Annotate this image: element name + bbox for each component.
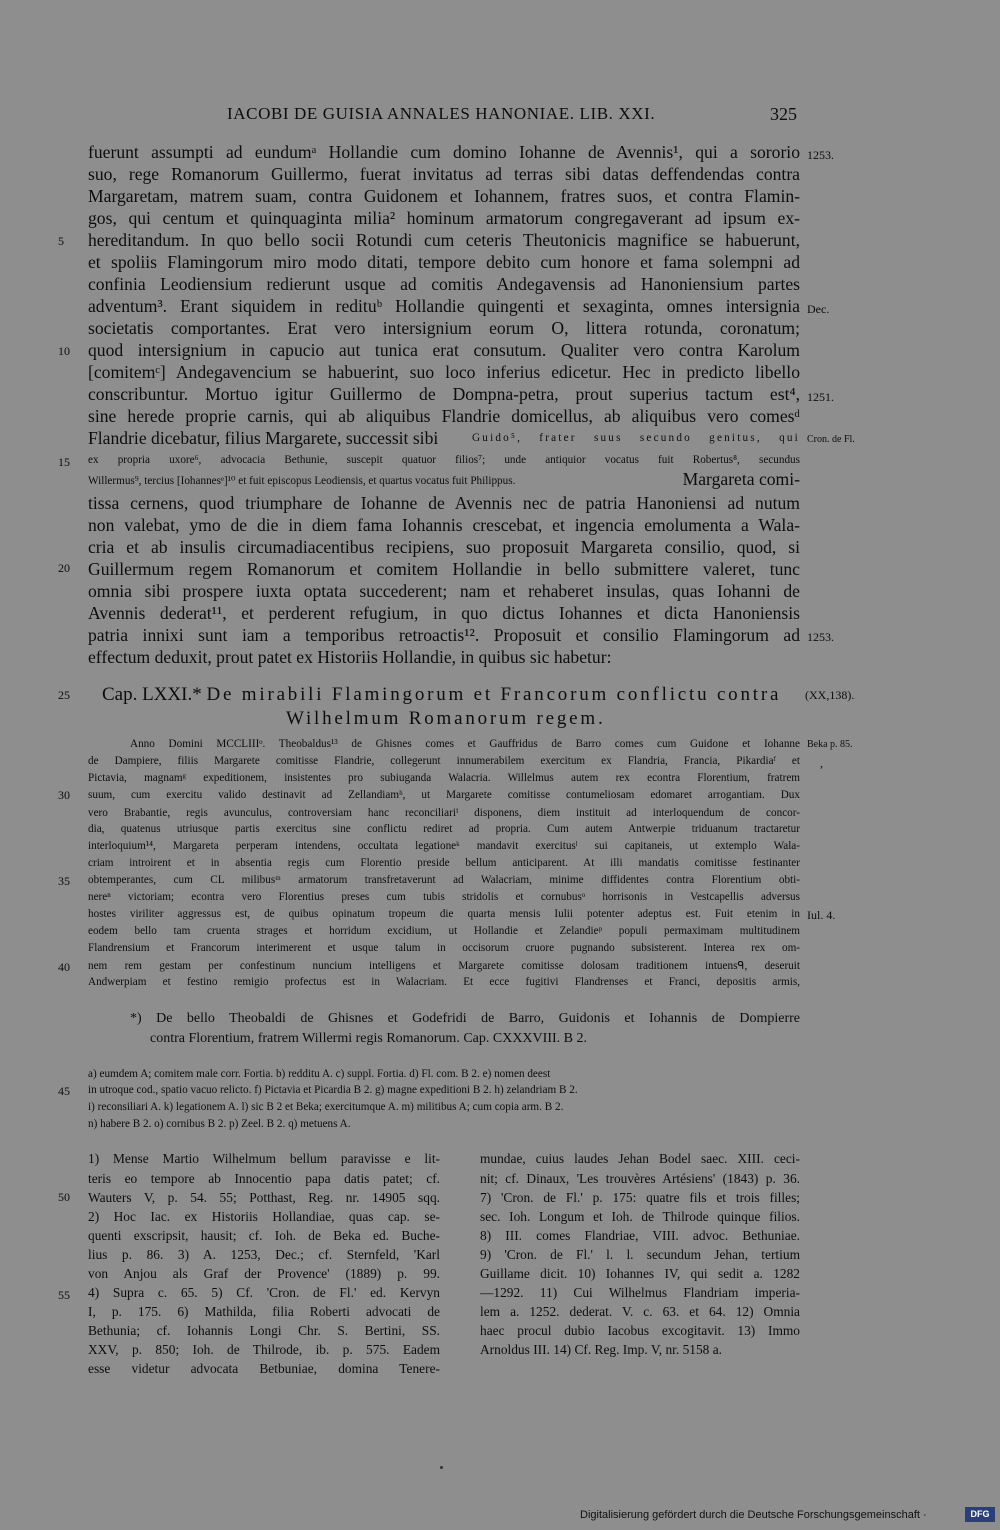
margin-note: Dec.: [807, 302, 830, 316]
excerpt-line: obtemperantes, cum CL milibusᵐ armatorum transfretaverunt ad Walacriam, minime diffidentes contra Florentium obti-: [88, 874, 800, 886]
text-line: Margaretam, matrem suam, contra Guidonem et Iohannem, fratres suos, et contra Flamin-: [88, 186, 800, 206]
text-line: non valebat, ymo de die in diem fama Iohannis crescebat, et ingencia emolumenta a Wala-: [88, 515, 800, 535]
text-line-small: Willermus⁹, tercius [Iohannesᵉ]¹⁰ et fuit episcopus Leodiensis, et quartus vocatus fuit Philippus.: [88, 475, 516, 487]
footnote-line: 2) Hoc Iac. ex Historiis Hollandiae, quas cap. se-: [88, 1209, 440, 1224]
footnote-line: I, p. 175. 6) Mathilda, filia Roberti advocati de: [88, 1304, 440, 1319]
line-number: 40: [58, 960, 70, 974]
text-line: tissa cernens, quod triumphare de Iohanne de Avennis nec de patria Hanoniensi ad nutum: [88, 493, 800, 513]
line-number: 25: [58, 688, 70, 702]
margin-note: 1253.: [807, 630, 834, 644]
excerpt-line: criam introirent et in absentia regis cum Florentio preside bellum anticiparent. At illi mandatis comitisse festinanter: [88, 857, 800, 869]
footnote-line: 8) III. comes Flandriae, VIII. advoc. Bethuniae.: [480, 1228, 800, 1243]
footnote-line: nit; cf. Dinaux, 'Les trouvères Artésiens' (1843) p. 36.: [480, 1171, 800, 1186]
text-line: conscribuntur. Mortuo igitur Guillermo de Dompna-petra, prout superius tactum est⁴,: [88, 384, 800, 404]
apparatus-line: n) habere B 2. o) cornibus B 2. p) Zeel. B 2. q) metuens A.: [88, 1118, 351, 1130]
footnote-line: XXV, p. 850; Ioh. de Thilrode, ib. p. 575. Eadem: [88, 1342, 440, 1357]
dfg-logo: DFG: [965, 1507, 995, 1522]
excerpt-line: hostes viriliter aggressus est, de quibus opinatum tropeum die quarta mensis Iulii potenter adeptus est. Fuit etenim in: [88, 908, 800, 920]
text-line: gos, qui centum et quinquaginta milia² hominum armatorum congregaverant ad ipsum ex-: [88, 208, 800, 228]
text-line: Avennis dederat¹¹, et perderent refugium, in quo dictus Iohannes et dicta Hanoniensis: [88, 603, 800, 623]
chapter-heading: [102, 684, 781, 706]
excerpt-line: interloquium¹⁴, Margareta perperam intendens, occultata legationeᵏ mandavit exercitusˡ sui capitaneis, ut extemplo Wala-: [88, 840, 800, 852]
line-number: 15: [58, 455, 70, 469]
page-speck: [440, 1466, 443, 1469]
text-line: sine herede proprie carnis, qui ab aliquibus Flandrie domicellus, ab aliquibus vero comesᵈ: [88, 406, 800, 426]
text-line: Guillermum regem Romanorum et comitem Hollandie in bello submittere valeret, tunc: [88, 559, 800, 579]
footnote-line: 4) Supra c. 65. 5) Cf. 'Cron. de Fl.' ed. Kervyn: [88, 1285, 440, 1300]
text-line: fuerunt assumpti ad eundumᵃ Hollandie cum domino Iohanne de Avennis¹, qui a sororio: [88, 142, 800, 162]
footnote-line: teris eo tempore ab Innocentio papa datis patet; cf.: [88, 1171, 440, 1186]
excerpt-line: Pictavia, magnamᵍ expeditionem, insistentes pro subiuganda Walacria. Willelmus autem rex econtra Florentium, fratrem: [88, 772, 800, 784]
running-title: IACOBI DE GUISIA ANNALES HANONIAE. LIB. XXI.: [227, 104, 656, 123]
apparatus-line: i) reconsiliari A. k) legationem A. l) sic B 2 et Beka; exercitumque A. m) militibus A; cum copia arm. B 2.: [88, 1101, 564, 1113]
text-line: societatis comportantes. Erat vero intersignium eorum O, littera rotunda, coronatum;: [88, 318, 800, 338]
margin-note: (XX,138).: [805, 688, 855, 702]
footnote-line: 7) 'Cron. de Fl.' p. 175: quatre fils et trois filles;: [480, 1190, 800, 1205]
text-line: effectum deduxit, prout patet ex Historiis Hollandie, in quibus sic habetur:: [88, 647, 612, 667]
footnote-line: Guillame dicit. 10) Iohannes IV, qui sedit a. 1282: [480, 1266, 800, 1281]
apparatus-line: in utroque cod., spatio vacuo relicto. f) Pictavia et Picardia B 2. g) magne expeditioni B 2. h) zelandriam B 2.: [88, 1084, 578, 1096]
text-line: patria innixi sunt iam a temporibus retroactis¹². Proposuit et consilio Flamingorum ad: [88, 625, 800, 645]
chapter-title-continued: Wilhelmum Romanorum regem.: [286, 708, 606, 729]
apparatus-line: a) eumdem A; comitem male corr. Fortia. b) redditu A. c) suppl. Fortia. d) Fl. com. B 2. e) nomen deest: [88, 1068, 551, 1080]
line-number: 20: [58, 561, 70, 575]
page-number: 325: [770, 104, 797, 124]
excerpt-line: Andwerpiam et festino remigio profectus est in Walacriam. Et ecce fugitivi Flandrenses et Franci, depositis armis,: [88, 976, 800, 988]
footnote-line: Arnoldus III. 14) Cf. Reg. Imp. V, nr. 5158 a.: [480, 1342, 723, 1357]
excerpt-line: dia, quatenus utriusque partis exercitus sine conflictu rediret ad propria. Cum autem Antwerpie triduanum tractaretur: [88, 823, 800, 835]
excerpt-line: vero Brabantie, regis avunculus, controversiam hanc reconciliariⁱ disponens, diem instituit ad interloquendum de concor-: [88, 807, 800, 819]
text-line: Margareta comi-: [682, 469, 800, 489]
line-number: 45: [58, 1084, 70, 1098]
margin-note: 1253.: [807, 148, 834, 162]
footnote-line: 9) 'Cron. de Fl.' l. l. secundum Jehan, tertium: [480, 1247, 800, 1262]
text-line: Flandrie dicebatur, filius Margarete, successit sibi: [88, 428, 439, 448]
line-number: 35: [58, 874, 70, 888]
excerpt-line: Anno Domini MCCLIIIᵒ. Theobaldus¹³ de Ghisnes comes et Gauffridus de Barro comes cum Guidone et Iohanne: [130, 738, 800, 750]
margin-note: Iul. 4.: [807, 908, 836, 922]
footnote-line: lius p. 86. 3) A. 1253, Dec.; cf. Sternfeld, 'Karl: [88, 1247, 440, 1262]
text-line: hereditandum. In quo bello socii Rotundi cum ceteris Theutonicis magnifice se habuerunt,: [88, 230, 800, 250]
chapter-footnote: contra Florentium, fratrem Willermi regis Romanorum. Cap. CXXXVIII. B 2.: [150, 1031, 587, 1046]
line-number: 30: [58, 788, 70, 802]
line-number: 5: [58, 234, 64, 248]
footnote-line: von Anjou als Graf der Provence' (1889) p. 99.: [88, 1266, 440, 1281]
chapter-label: Cap. LXXI.*: [102, 684, 202, 705]
page-header: [0, 104, 1000, 130]
text-line: et spoliis Flamingorum miro modo ditati, tempore debito cum honore et fama solempni ad: [88, 252, 800, 272]
excerpt-line: de Dampiere, filiis Margarete comitisse Flandrie, collegerunt innumerabilem exercitum ex Flandria, Francia, Pikardiaᶠ et: [88, 755, 800, 767]
footnote-line: —1292. 11) Cui Wilhelmus Flandriam imperia-: [480, 1285, 800, 1300]
footnote-line: Wauters V, p. 54. 55; Potthast, Reg. nr. 14905 sqq.: [88, 1190, 440, 1205]
footnote-line: mundae, cuius laudes Jehan Bodel saec. XIII. ceci-: [480, 1151, 800, 1166]
text-line: omnia sibi prospere iuxta optata succederent; nam et rehaberet insulas, quas Iohanni de: [88, 581, 800, 601]
excerpt-line: Flandrensium et Francorum interimerent et usque talum in occisorum cruore pugnando subsisterent. Interea rex om-: [88, 942, 800, 954]
excerpt-line: nereⁿ victoriam; econtra vero Florentius preses cum tubis stridolis et cornubusᵒ horrisonis in Vestcapellis adversus: [88, 891, 800, 903]
chapter-footnote: *) De bello Theobaldi de Ghisnes et Godefridi de Barro, Guidonis et Iohannis de Dompierre: [130, 1011, 800, 1026]
excerpt-line: nem rem gestam per confestinum nuncium intelligens et Margarete comitisse dolosam traditionem intuensᑫ, deseruit: [88, 960, 800, 972]
line-number: 10: [58, 344, 70, 358]
footnote-line: haec procul dubio Iacobus excogitavit. 13) Immo: [480, 1323, 800, 1338]
excerpt-line: eodem bello tam cruenta strages et horridum excidium, ut Hollandie et Zelandieᵖ populi permaximam multitudinem: [88, 925, 800, 937]
text-line-small: ex propria uxore⁶, advocacia Bethunie, suscepit quatuor filios⁷; unde antiquior vocatus fuit Robertus⁸, secundus: [88, 454, 800, 466]
text-line: confinia Leodiensium redierunt usque ad comitis Andegavensis ad Hanoniensium partes: [88, 274, 800, 294]
excerpt-line: suum, cum exercitu valido destinavit ad Zellandiamʰ, ut Margarete comitisse contumeliosam edomaret arrogantiam. Dux: [88, 789, 800, 801]
footnote-line: esse videtur advocata Betbuniae, domina Tenere-: [88, 1361, 440, 1376]
chapter-title: De mirabili Flamingorum et Francorum conflictu contra: [206, 684, 782, 705]
footnote-line: 1) Mense Martio Wilhelmum bellum paravisse e lit-: [88, 1151, 440, 1166]
margin-note: 1251.: [807, 390, 834, 404]
margin-note: ,: [820, 756, 823, 770]
footnote-line: quenti exscripsit, hausit; cf. Ioh. de Beka ed. Buche-: [88, 1228, 440, 1243]
digitization-credit: Digitalisierung gefördert durch die Deutsche Forschungsgemeinschaft ·: [580, 1509, 927, 1521]
line-number: 50: [58, 1190, 70, 1204]
footnote-line: lem a. 1252. dederat. V. c. 63. et 64. 12) Omnia: [480, 1304, 800, 1319]
footnote-line: sec. Ioh. Longum et Ioh. de Thilrode quinque filios.: [480, 1209, 800, 1224]
text-line: cria et ab insulis circumadiacentibus recipiens, suo proposuit Margareta consilio, quod, si: [88, 537, 800, 557]
text-line-small: Guido⁵, frater suus secundo genitus, qui: [472, 432, 800, 444]
margin-note: Beka p. 85.: [807, 739, 853, 750]
text-line: adventum³. Erant siquidem in redituᵇ Hollandie quingenti et sexaginta, omnes intersignia: [88, 296, 800, 316]
text-line: suo, rege Romanorum Guillermo, fuerat invitatus ad terras sibi datas deffendendas contra: [88, 164, 800, 184]
line-number: 55: [58, 1288, 70, 1302]
margin-note: Cron. de Fl.: [807, 434, 855, 445]
text-line: quod intersignium in capucio aut tunica erat consutum. Qualiter vero contra Karolum: [88, 340, 800, 360]
text-line: [comitemᶜ] Andegavencium se habuerint, suo loco inferius edicetur. Hec in predicto libello: [88, 362, 800, 382]
footnote-line: Bethunia; cf. Iohannis Longi Chr. S. Bertini, SS.: [88, 1323, 440, 1338]
